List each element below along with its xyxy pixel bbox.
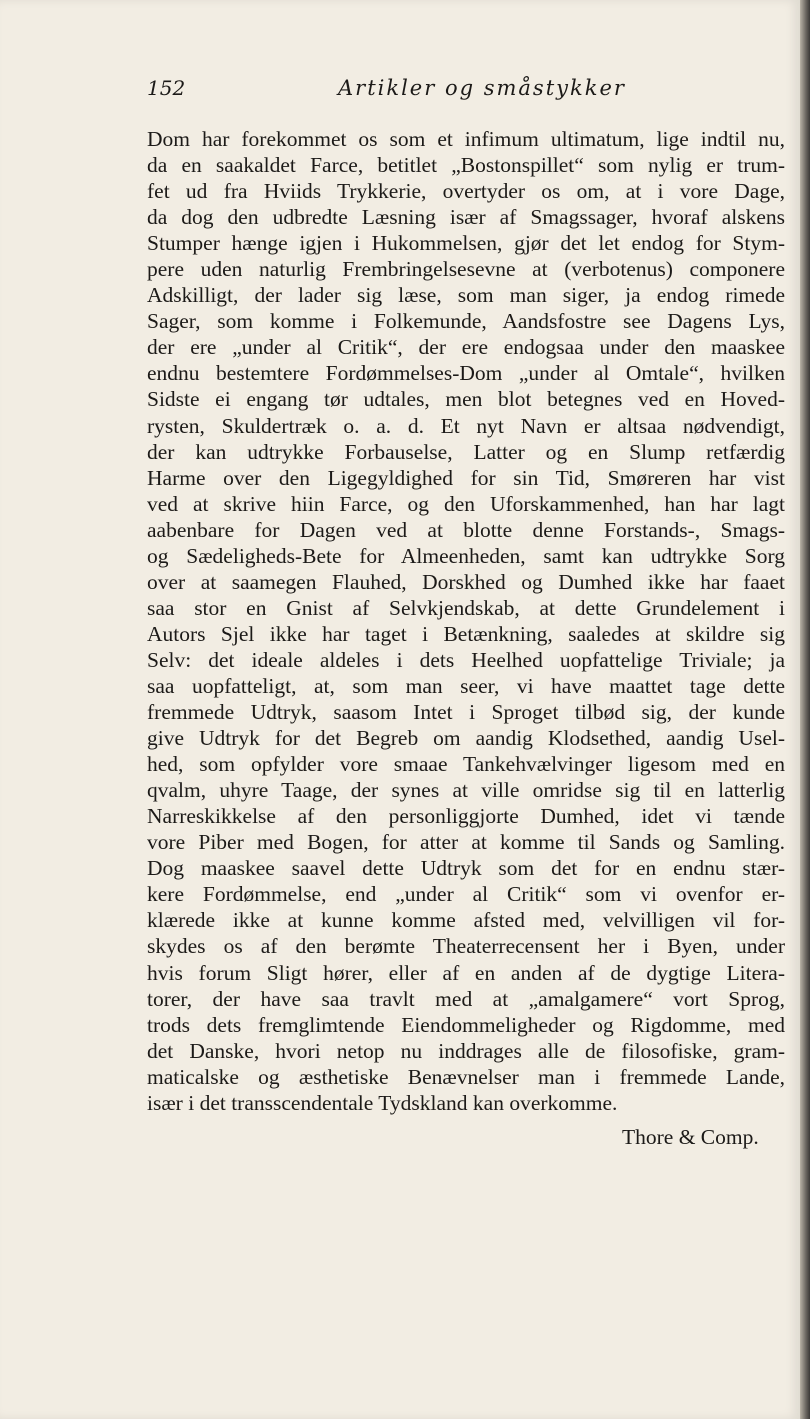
- text-line: vore Piber med Bogen, for atter at komme til Sands og Samling.: [147, 830, 785, 855]
- text-line: da en saakaldet Farce, betitlet „Bostonspillet“ som nylig er trum-: [147, 153, 785, 178]
- text-line: skydes os af den berømte Theaterrecensent her i Byen, under: [147, 934, 785, 959]
- text-line: over at saamegen Flauhed, Dorskhed og Dumhed ikke har faaet: [147, 569, 785, 594]
- page-edge: [800, 0, 810, 1419]
- text-line: hvis forum Sligt hører, eller af en anden af de dygtige Litera-: [147, 960, 785, 985]
- text-line: Sager, som komme i Folkemunde, Aandsfostre see Dagens Lys,: [147, 309, 785, 334]
- page-header: [147, 76, 787, 104]
- text-line: qvalm, uhyre Taage, der synes at ville omridse sig til en latterlig: [147, 778, 785, 803]
- text-line: Sidste ei engang tør udtales, men blot betegnes ved en Hoved-: [147, 387, 785, 412]
- text-line: ved at skrive hiin Farce, og den Uforskammenhed, han har lagt: [147, 491, 785, 516]
- text-line: saa stor en Gnist af Selvkjendskab, at dette Grundelement i: [147, 595, 785, 620]
- text-line: da dog den udbredte Læsning især af Smagssager, hvoraf alskens: [147, 205, 785, 230]
- text-line: der ere „under al Critik“, der ere endogsaa under den maaskee: [147, 335, 785, 360]
- text-line: torer, der have saa travlt med at „amalgamere“ vort Sprog,: [147, 986, 785, 1011]
- text-line: give Udtryk for det Begreb om aandig Klodsethed, aandig Usel-: [147, 726, 785, 751]
- text-line: kere Fordømmelse, end „under al Critik“ som vi ovenfor er-: [147, 882, 785, 907]
- text-line: Selv: det ideale aldeles i dets Heelhed uopfattelige Triviale; ja: [147, 647, 785, 672]
- text-line: hed, som opfylder vore smaae Tankehvælvinger ligesom med en: [147, 752, 785, 777]
- text-line: pere uden naturlig Frembringelsesevne at (verbotenus) componere: [147, 257, 785, 282]
- text-line: Dog maaskee saavel dette Udtryk som det for en endnu stær-: [147, 856, 785, 881]
- text-line: Stumper hænge igjen i Hukommelsen, gjør det let endog for Stym-: [147, 231, 785, 256]
- text-line: rysten, Skuldertræk o. a. d. Et nyt Navn er altsaa nødvendigt,: [147, 413, 785, 438]
- text-line: fremmede Udtryk, saasom Intet i Sproget tilbød sig, der kunde: [147, 700, 785, 725]
- text-line: maticalske og æsthetiske Benævnelser man i fremmede Lande,: [147, 1064, 785, 1089]
- text-line: Autors Sjel ikke har taget i Betænkning, saaledes at skildre sig: [147, 621, 785, 646]
- text-line: trods dets fremglimtende Eiendommeligheder og Rigdomme, med: [147, 1012, 785, 1037]
- text-line: saa uopfatteligt, at, som man seer, vi have maattet tage dette: [147, 673, 785, 698]
- text-line: endnu bestemtere Fordømmelses-Dom „under al Omtale“, hvilken: [147, 361, 785, 386]
- text-line: og Sædeligheds-Bete for Almeenheden, samt kan udtrykke Sorg: [147, 543, 785, 568]
- text-line: Dom har forekommet os som et infimum ultimatum, lige indtil nu,: [147, 127, 785, 151]
- page-number: 152: [147, 76, 186, 100]
- text-line: aabenbare for Dagen ved at blotte denne Forstands-, Smags-: [147, 517, 785, 542]
- text-line: Adskilligt, der lader sig læse, som man siger, ja endog rimede: [147, 283, 785, 308]
- running-head: Artikler og småstykker: [338, 76, 626, 100]
- text-line: klærede ikke at kunne komme afsted med, velvilligen vil for-: [147, 908, 785, 933]
- text-line: det Danske, hvori netop nu inddrages alle de filosofiske, gram-: [147, 1038, 785, 1063]
- text-line: der kan udtrykke Forbauselse, Latter og en Slump retfærdig: [147, 439, 785, 464]
- signature: Thore & Comp.: [622, 1125, 759, 1149]
- text-line: Narreskikkelse af den personliggjorte Dumhed, idet vi tænde: [147, 804, 785, 829]
- text-line: Harme over den Ligegyldighed for sin Tid, Smøreren har vist: [147, 465, 785, 490]
- text-line: især i det transscendentale Tydskland kan overkomme.: [147, 1090, 618, 1115]
- text-line: fet ud fra Hviids Trykkerie, overtyder os om, at i vore Dage,: [147, 179, 785, 204]
- body-paragraph: [147, 126, 785, 1116]
